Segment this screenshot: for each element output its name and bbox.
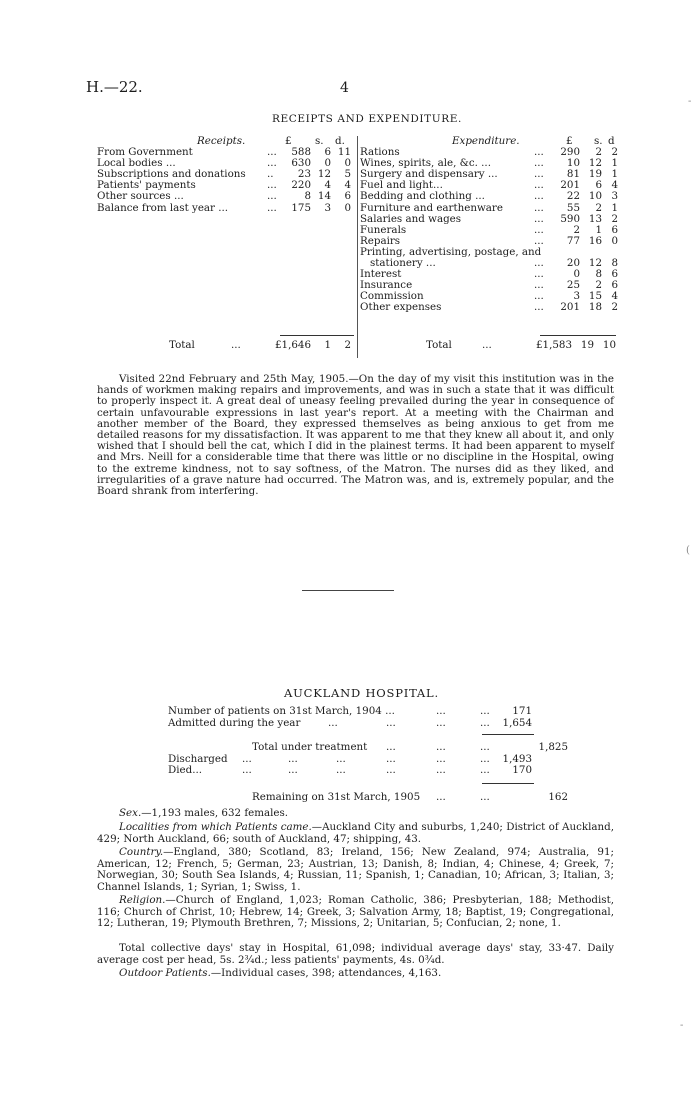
expenditure-pence: 3: [611, 190, 618, 203]
stat-admitted-dots-1: ...: [328, 716, 338, 729]
column-divider: [357, 136, 358, 358]
stat-treatment-dots-3: ...: [480, 741, 490, 753]
expenditure-total-pounds: £1,583: [535, 339, 572, 351]
expenditure-pence: 6: [611, 268, 618, 281]
stat-admitted-value: 1,654: [502, 716, 532, 729]
expenditure-pounds: 77: [566, 234, 580, 247]
outdoor-paragraph: [97, 968, 614, 980]
sex-paragraph: [97, 808, 614, 820]
receipts-expenditure-title: RECEIPTS AND EXPENDITURE.: [272, 113, 462, 125]
receipt-label: Subscriptions and donations: [97, 168, 246, 181]
expenditure-label: Interest: [360, 268, 402, 281]
expenditure-pence: 2: [611, 146, 618, 159]
stat-row-admitted: [168, 718, 608, 730]
religion-heading: Religion.: [119, 894, 166, 906]
stat-discharged-value: 1,493: [502, 752, 532, 765]
receipt-shillings: 6: [324, 146, 331, 159]
expenditure-dots: ...: [534, 301, 544, 314]
expenditure-total-label: Total: [426, 339, 452, 351]
receipt-pence: 11: [337, 146, 351, 159]
receipt-pence: 0: [344, 157, 351, 170]
country-paragraph: [97, 847, 614, 893]
stat-discharged-dots-2: ...: [288, 752, 298, 765]
section-divider: [302, 590, 394, 591]
edge-mark: -: [688, 96, 692, 107]
stat-remaining-label: Remaining on 31st March, 1905: [252, 791, 421, 803]
stat-1904-dots-1: ...: [436, 705, 446, 717]
expenditure-pounds: 290: [560, 146, 580, 159]
patient-statistics: [168, 706, 608, 729]
expenditure-label: Rations: [360, 146, 400, 159]
receipts-total-rule: [280, 335, 354, 336]
stat-row-died: [168, 765, 608, 777]
stat-died-dots-1: ...: [242, 764, 252, 777]
stat-row-remaining: [168, 792, 608, 804]
expenditure-dots: ...: [534, 279, 544, 292]
sex-text: —1,193 males, 632 females.: [141, 807, 289, 819]
religion-text: —Church of England, 1,023; Roman Catholic, 386; Presbyterian, 188; Methodist, 116; Church of Christ, 10; Hebrew, 14; Greek, 3; Salvation Army, 18; Baptist, 19; Congregational, 12; Lutheran, 19; Plymouth Brethren, 7; Missions, 2; Unitarian, 5; Confucian, 2; none, 1.: [97, 894, 614, 930]
expenditure-shillings: 2: [595, 201, 602, 214]
expenditure-pence: 6: [611, 223, 618, 236]
stat-discharged-dots-4: ...: [386, 752, 396, 765]
receipt-dots: ...: [267, 201, 277, 214]
expenditure-pence: 2: [611, 301, 618, 314]
expenditure-dots: ...: [534, 234, 544, 247]
auckland-hospital-title: AUCKLAND HOSPITAL.: [284, 686, 439, 700]
stat-1904-label: Number of patients on 31st March, 1904 ...: [168, 705, 395, 717]
expenditure-heading: Expenditure.: [452, 135, 520, 147]
expenditure-shillings: 15: [588, 290, 602, 303]
expenditure-label: Salaries and wages: [360, 212, 462, 225]
expenditure-label: Other expenses: [360, 301, 442, 314]
expenditure-shillings: 16: [588, 234, 602, 247]
expenditure-shillings: 18: [588, 301, 602, 314]
expenditure-dots: ...: [534, 146, 544, 159]
receipt-pounds: 23: [297, 168, 311, 181]
receipt-label: Balance from last year ...: [97, 201, 229, 214]
receipts-table: [97, 136, 355, 214]
stat-remaining-dots-1: ...: [436, 791, 446, 803]
expenditure-shillings: 8: [595, 268, 602, 281]
visit-paragraph: Visited 22nd February and 25th May, 1905.—On the day of my visit this institution was in the hands of workmen making repairs and improvements, and was in such a state that it was difficult to properly inspect it. A great deal of uneasy feeling prevailed during the year in consequence of certain unfavourable expressions in last year's report. At a meeting with the Chairman and another member of the Board, they expressed themselves as being anxious to get from me detailed reasons for my dissatisfaction. It was apparent to me that they knew all about it, and only wished that I should bell the cat, which I did in the plainest terms. It had been apparent to myself and Mrs. Neill for a considerable time that there was little or no discipline in the Hospital, owing to the extreme kindness, not to say softness, of the Matron. The nurses did as they liked, and irregularities of a grave nature had occurred. The Matron was, and is, extremely popular, and the Board shrank from interfering.: [97, 373, 614, 498]
expenditure-row: [360, 302, 618, 313]
expenditure-shillings: 13: [588, 212, 602, 225]
receipts-total-pence: 2: [344, 339, 351, 351]
sex-heading: Sex.: [119, 807, 142, 819]
receipt-label: Local bodies ...: [97, 157, 176, 170]
expenditure-pence: 4: [611, 179, 618, 192]
report-reference: H.—22.: [86, 78, 143, 96]
expenditure-pence: 0: [611, 234, 618, 247]
shillings-heading: s.: [315, 135, 324, 147]
receipt-dots: ...: [267, 146, 277, 159]
expenditure-shillings: 6: [595, 179, 602, 192]
expenditure-total-pence: 10: [602, 339, 616, 351]
stat-remaining-dots-2: ...: [480, 791, 490, 803]
receipt-label: Other sources ...: [97, 190, 184, 203]
expenditure-label: stationery ...: [370, 257, 436, 270]
expenditure-pounds: 22: [566, 190, 580, 203]
receipt-pounds: 8: [304, 190, 311, 203]
receipt-row: [97, 191, 355, 202]
expenditure-label: Commission: [360, 290, 424, 303]
stat-admitted-dots-3: ...: [436, 716, 446, 729]
receipt-pounds: 220: [291, 179, 311, 192]
receipts-heading: Receipts.: [197, 135, 246, 147]
stat-row-1904: [168, 706, 608, 718]
country-heading: Country.: [119, 846, 164, 858]
receipts-total-dots: ...: [231, 339, 241, 351]
expenditure-total-row: [360, 340, 618, 351]
receipts-total-pounds: £1,646: [274, 339, 311, 351]
expenditure-label: Insurance: [360, 279, 413, 292]
expenditure-pence: 6: [611, 279, 618, 292]
expenditure-pounds: 201: [560, 179, 580, 192]
expenditure-total-dots: ...: [482, 339, 492, 351]
receipt-pounds: 630: [291, 157, 311, 170]
receipts-total-label: Total: [169, 339, 195, 351]
expenditure-pence: 8: [611, 257, 618, 270]
expenditure-label: Funerals: [360, 223, 407, 236]
stat-admitted-dots-4: ...: [480, 716, 490, 729]
receipt-row: [97, 203, 355, 214]
stat-discharged-dots-3: ...: [336, 752, 346, 765]
expenditure-row: [360, 191, 618, 202]
country-text: —England, 380; Scotland, 83; Ireland, 156; New Zealand, 974; Australia, 91; American, 12; French, 5; German, 23; Austrian, 13; Danish, 8; Indian, 4; Chinese, 4; Greek, 7; Norwegian, 30; South Sea Islands, 4; Russian, 11; Spanish, 1; Canadian, 10; African, 3; Italian, 3; Channel Islands, 1; Syrian, 1; Swiss, 1.: [97, 846, 614, 893]
stat-treatment-dots-2: ...: [436, 741, 446, 753]
expenditure-label: Surgery and dispensary ...: [360, 168, 498, 181]
receipt-shillings: 0: [324, 157, 331, 170]
expenditure-label: Bedding and clothing ...: [360, 190, 485, 203]
stay-paragraph: Total collective days' stay in Hospital, 61,098; individual average days' stay, 33·47. Daily average cost per head, 5s. 2¾d.; less patients' payments, 4s. 0¾d.: [97, 942, 614, 966]
receipt-pence: 6: [344, 190, 351, 203]
receipts-total-row: [97, 340, 355, 351]
receipt-label: From Government: [97, 146, 193, 159]
receipt-pence: 0: [344, 201, 351, 214]
stat-remaining-value: 162: [548, 791, 568, 803]
expenditure-dots: ...: [534, 290, 544, 303]
expenditure-label: Furniture and earthenware: [360, 201, 503, 214]
expenditure-dots: ...: [534, 168, 544, 181]
expenditure-dots: ...: [534, 157, 544, 170]
expenditure-pounds: 55: [566, 201, 580, 214]
outdoor-text: —Individual cases, 398; attendances, 4,163.: [210, 967, 442, 979]
stat-1904-dots-2: ...: [480, 705, 490, 717]
expenditure-shillings: 12: [588, 257, 602, 270]
expenditure-shillings: 10: [588, 190, 602, 203]
stat-died-value: 170: [512, 764, 532, 777]
expenditure-shillings: 1: [595, 223, 602, 236]
receipts-total-shillings: 1: [324, 339, 331, 351]
receipt-label: Patients' payments: [97, 179, 196, 192]
stat-1904-value: 171: [512, 705, 532, 717]
receipt-dots: ...: [267, 179, 277, 192]
receipt-pence: 5: [344, 168, 351, 181]
localities-paragraph: [97, 822, 614, 845]
stat-treatment-dots-1: ...: [386, 741, 396, 753]
localities-heading: Localities from which Patients came.: [119, 821, 312, 833]
expenditure-shillings: 2: [595, 146, 602, 159]
expenditure-pounds: 0: [573, 268, 580, 281]
expenditure-dots: ...: [534, 190, 544, 203]
expenditure-pounds: 590: [560, 212, 580, 225]
religion-paragraph: [97, 895, 614, 930]
expenditure-shillings: 12: [588, 157, 602, 170]
expenditure-total-shillings: 19: [580, 339, 594, 351]
expenditure-total-rule: [540, 335, 616, 336]
stat-row-under-treatment: [168, 742, 608, 754]
expenditure-dots: ...: [534, 179, 544, 192]
stat-admitted-dots-2: ...: [386, 716, 396, 729]
remaining-statistics: [168, 792, 608, 804]
expenditure-shillings: 2: [595, 279, 602, 292]
stat-discharged-dots-5: ...: [436, 752, 446, 765]
stat-died-dots-6: ...: [480, 764, 490, 777]
stat-died-dots-3: ...: [336, 764, 346, 777]
exp-pounds-heading: £: [566, 135, 573, 147]
expenditure-pence: 2: [611, 212, 618, 225]
receipt-pounds: 588: [291, 146, 311, 159]
admitted-sum-rule: [482, 734, 534, 735]
expenditure-row: [360, 203, 618, 214]
exp-shillings-heading: s.: [594, 135, 603, 147]
receipt-shillings: 14: [317, 190, 331, 203]
expenditure-shillings: 19: [588, 168, 602, 181]
receipt-dots: ...: [267, 190, 277, 203]
receipt-shillings: 4: [324, 179, 331, 192]
expenditure-pounds: 20: [566, 257, 580, 270]
stat-discharged-dots-1: ...: [242, 752, 252, 765]
outdoor-heading: Outdoor Patients.: [119, 967, 211, 979]
stat-admitted-label: Admitted during the year: [168, 716, 301, 729]
expenditure-dots: ...: [534, 223, 544, 236]
stat-discharged-label: Discharged: [168, 752, 228, 765]
expenditure-table: [360, 136, 618, 314]
expenditure-dots: ...: [534, 257, 544, 270]
expenditure-dots: ...: [534, 212, 544, 225]
page-number: 4: [340, 80, 349, 96]
expenditure-dots: ...: [534, 201, 544, 214]
stat-treatment-label: Total under treatment: [252, 741, 368, 753]
stat-died-dots-4: ...: [386, 764, 396, 777]
localities-text: —Auckland City and suburbs, 1,240; District of Auckland, 429; North Auckland, 66; south of Auckland, 47; shipping, 43.: [97, 821, 615, 845]
treatment-statistics: [168, 742, 608, 777]
expenditure-pence: 4: [611, 290, 618, 303]
discharged-sum-rule: [482, 783, 534, 784]
receipt-dots: ...: [267, 157, 277, 170]
receipt-shillings: 3: [324, 201, 331, 214]
receipt-shillings: 12: [317, 168, 331, 181]
receipt-dots: ..: [267, 168, 274, 181]
expenditure-pence: 1: [611, 157, 618, 170]
edge-mark: (: [686, 545, 690, 556]
expenditure-label: Repairs: [360, 234, 401, 247]
stat-treatment-value: 1,825: [538, 741, 568, 753]
expenditure-pounds: 201: [560, 301, 580, 314]
receipt-pence: 4: [344, 179, 351, 192]
pounds-heading: £: [285, 135, 292, 147]
expenditure-label: Wines, spirits, ale, &c. ...: [360, 157, 491, 170]
stat-died-dots-2: ...: [288, 764, 298, 777]
pence-heading: d.: [335, 135, 345, 147]
exp-pence-heading: d: [608, 135, 615, 147]
edge-mark: -: [680, 1020, 684, 1031]
stat-died-label: Died...: [168, 764, 203, 777]
expenditure-pounds: 10: [566, 157, 580, 170]
expenditure-pounds: 81: [566, 168, 580, 181]
expenditure-pence: 1: [611, 201, 618, 214]
expenditure-dots: ...: [534, 268, 544, 281]
expenditure-label: Fuel and light...: [360, 179, 443, 192]
expenditure-label: Printing, advertising, postage, and: [360, 245, 542, 258]
expenditure-pounds: 3: [573, 290, 580, 303]
stat-discharged-dots-6: ...: [480, 752, 490, 765]
expenditure-pence: 1: [611, 168, 618, 181]
receipt-pounds: 175: [291, 201, 311, 214]
expenditure-pounds: 2: [573, 223, 580, 236]
expenditure-pounds: 25: [566, 279, 580, 292]
stat-died-dots-5: ...: [436, 764, 446, 777]
